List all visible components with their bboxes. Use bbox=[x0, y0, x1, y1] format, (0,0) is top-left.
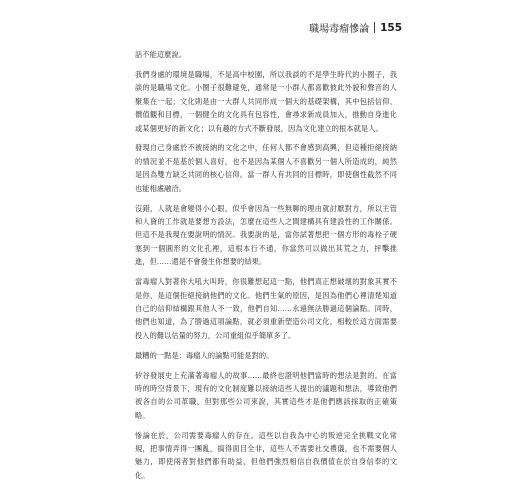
paragraph: 發現自己身處於不被接納的文化之中，任何人都不會感到高興，但這種拒絕接納的情況並不是基於個人喜好，也不是因為某個人不喜歡另一個人所造成的，純然是因為雙方缺乏共同的核心信仰。當一群人有共同的目標時，即使個性截然不同也能相處融洽。 bbox=[135, 143, 397, 193]
chapter-title: 職場毒瘤慘論 bbox=[309, 24, 370, 35]
paragraph: 話不能這麼說。 bbox=[135, 50, 187, 59]
paragraph: 矽谷發展史上充滿著毒瘤人的故事……最終也證明他們當時的想法是對的。在當時的時空背景下，現有的文化制度難以接納這些人提出的議題和想法，導致他們被各自的公司革職，但對那些公司來說，其實這些才是他們應該採取的正確策略。 bbox=[135, 370, 397, 420]
header-divider bbox=[374, 22, 375, 33]
paragraph: 我們身處的環境是職場，不是高中校園，所以我談的不是學生時代的小圈子，我談的是職場文化。小圈子很難避免，通常是一小群人都喜歡彼此外貌和聲音的人聚集在一起；文化則是由一大群人共同形成一個大的基礎架構，其中包括信仰、價值觀和目標，一個健全的文化具有包容性，會尋求新成員加入，推動自身進化或某個更好的新文化；以有趣的方式不斷發展，因為文化建立的根本就是人。 bbox=[135, 69, 397, 133]
paragraph: 當毒瘤人對著你大吼大叫時，你很難想起這一點，他們真正想破壞的對象其實不是你，是這個拒絕接納他們的文化。他們生氣的原因，是因為他們心裡清楚知道自己的信仰結構跟其他人不一致，他們自知……永遠無法勝過這個論點。同時，他們也知道，為了勝過這項論點，就必須重新塑造公司文化，相較於這方面需要投入的難以估量的努力，公司重組似乎簡單多了。 bbox=[135, 277, 397, 340]
body-text bbox=[135, 48, 397, 489]
paragraph: 慘論在於，公司需要毒瘤人的存在。這些以自我為中心的叛逆完全挑戰文化常規，把事情弄得一團亂，搞得面目全非，這些人不需要社交禮儀，也不需要個人魅力，即使兩者對他們都有助益，但他們強烈相信自我價值在於自身信奉的文化。 bbox=[135, 430, 397, 480]
page-number: 155 bbox=[380, 21, 402, 34]
paragraph: 最糟的一點是：毒瘤人的論點可能是對的。 bbox=[135, 350, 274, 360]
running-header bbox=[309, 20, 402, 35]
paragraph: 沒錯，人就是會變得小心眼，似乎會因為一些無聊的理由就討厭對方，所以主管和人資的工作就是要想方設法，怎麼在這些人之間建構具有建設性的工作關係。但這不是我現在要說明的情況。我要說的是，當你試著想把一個方形的毒栓子硬塞到一個圓形的文化孔裡，這根本行不通，你當然可以做出其荒之力，抨擊推進，但……還是不會發生你想要的結果。 bbox=[135, 203, 397, 267]
